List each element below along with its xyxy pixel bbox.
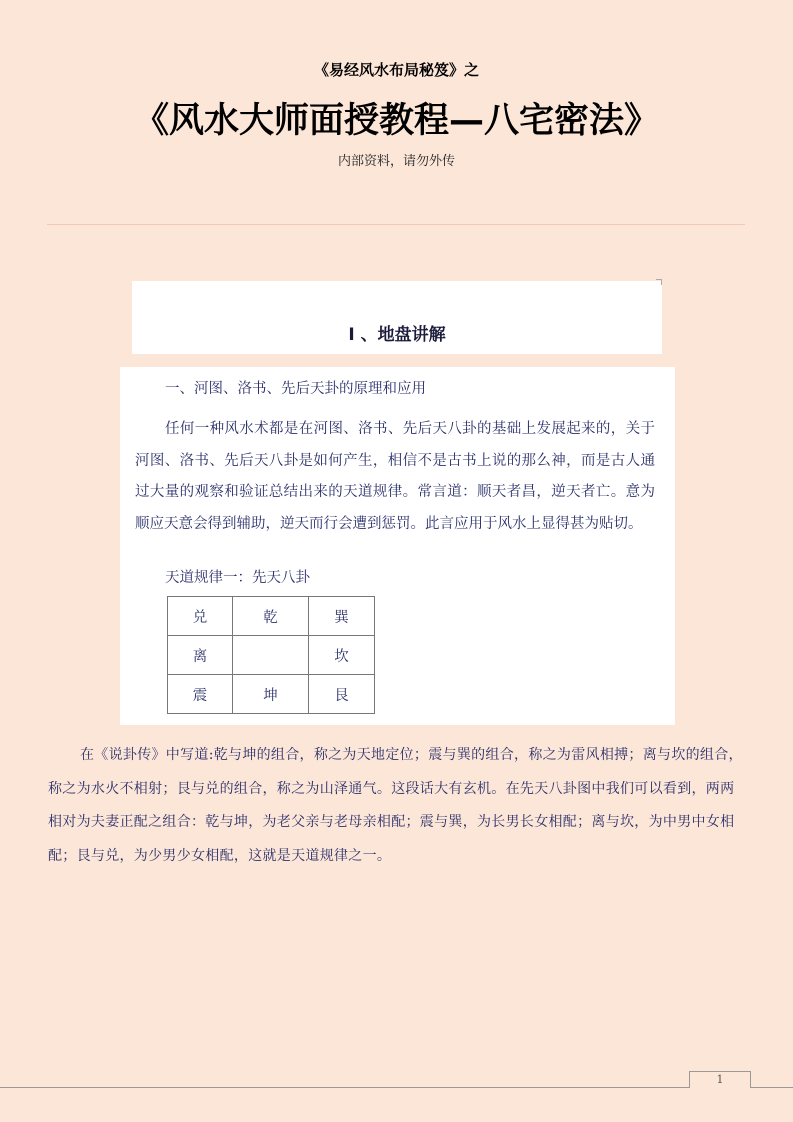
confidential-notice: 内部资料，请勿外传	[337, 154, 455, 169]
table-cell: 离	[168, 636, 233, 675]
content-subhead: 一、河图、洛书、先后天卦的原理和应用	[165, 381, 426, 397]
banner-corner-mark	[656, 279, 662, 285]
table-row	[168, 675, 375, 714]
table-row	[168, 597, 375, 636]
table-cell: 乾	[233, 597, 309, 636]
series-title: 《易经风水布局秘笈》之	[313, 61, 479, 79]
table-cell: 震	[168, 675, 233, 714]
table-cell: 兑	[168, 597, 233, 636]
page-title: 《风水大师面授教程—八宅密法》	[133, 101, 659, 141]
rule-label: 天道规律一：先天八卦	[165, 570, 310, 586]
section-heading: I 、地盘讲解	[348, 325, 446, 345]
body-paragraph: 在《说卦传》中写道:乾与坤的组合，称之为天地定位；震与巽的组合，称之为雷风相搏；离与坎的组合，称之为水火不相射；艮与兑的组合，称之为山泽通气。这段话大有玄机。在先天八卦图中我们可以看到，两两相对为夫妻正配之组合：乾与坤，为老父亲与老母亲相配；震与巽，为长男长女相配；离与坎，为中男中女相配；艮与兑，为少男少女相配，这就是天道规律之一。	[48, 747, 743, 864]
table-cell: 巽	[309, 597, 375, 636]
page-number: 1	[689, 1071, 751, 1088]
footer-divider	[0, 1087, 793, 1088]
table-cell: 艮	[309, 675, 375, 714]
content-paragraph: 任何一种风水术都是在河图、洛书、先后天八卦的基础上发展起来的，关于河图、洛书、先后天八卦是如何产生，相信不是古书上说的那么神，而是古人通过大量的观察和验证总结出来的天道规律。常言道：顺天者昌，逆天者亡。意为顺应天意会得到辅助，逆天而行会遭到惩罚。此言应用于风水上显得甚为贴切。	[135, 421, 655, 532]
header-divider	[47, 224, 745, 225]
table-cell: 坎	[309, 636, 375, 675]
table-cell: 坤	[233, 675, 309, 714]
table-cell	[233, 636, 309, 675]
table-row	[168, 636, 375, 675]
bagua-table	[167, 596, 375, 714]
